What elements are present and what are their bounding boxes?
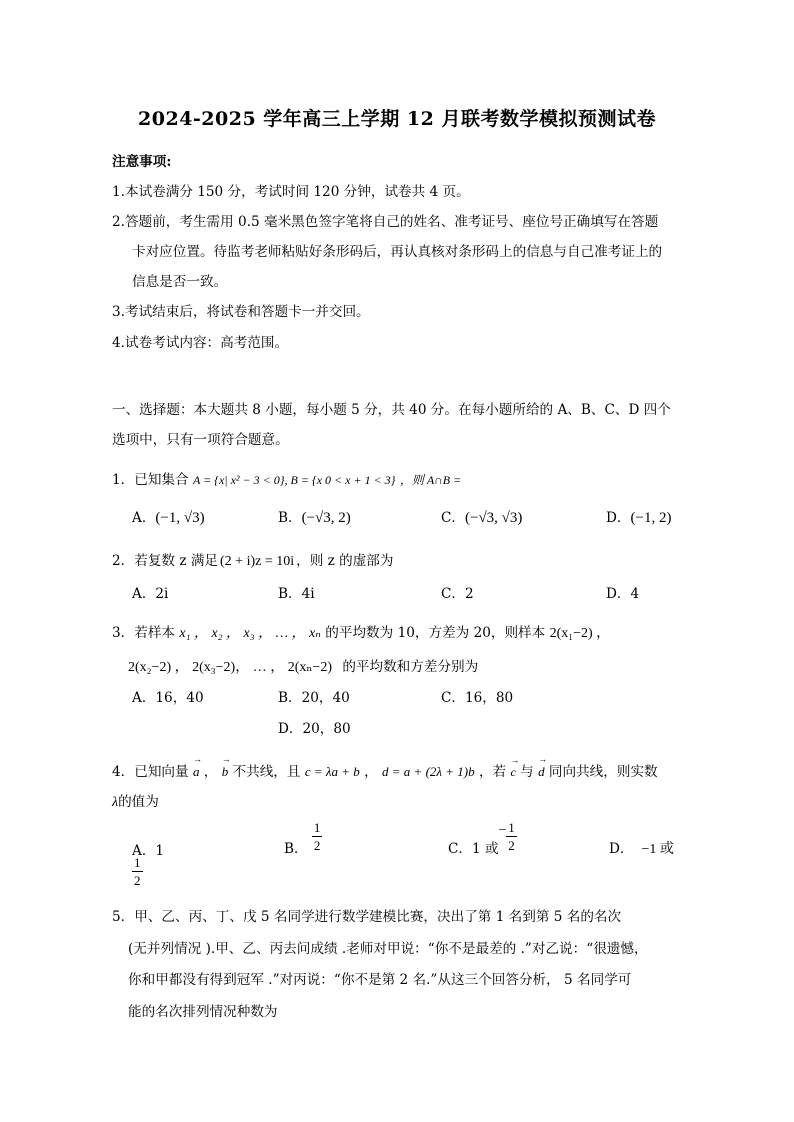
question-1-sets: A = {x| x² − 3 < 0}, B = {x 0 < x + 1 < 3} (192, 473, 396, 487)
question-3-option-a: A．16，40 (132, 690, 204, 706)
question-1-option-a: A．(−1, √3) (132, 510, 205, 526)
question-3-option-c: C．16，80 (441, 690, 514, 706)
question-1-option-c: C．(−√3, √3) (441, 510, 523, 526)
question-4-option-b: B． $\frac{1}{2}$ (284, 819, 321, 857)
question-1-option-d: D．(−1, 2) (606, 510, 672, 526)
notice-item-2: 2.答题前，考生需用 0.5 毫米黑色签字笔将自己的姓名、准考证号、座位号正确填写在答题 (112, 214, 659, 230)
notice-item-1: 1.本试卷满分 150 分，考试时间 120 分钟，试卷共 4 页。 (112, 184, 470, 200)
question-5-line-2: (无并列情况 ).甲、乙、丙去问成绩 .老师对甲说：“你不是最差的 .”对乙说：“很遗憾， (128, 941, 648, 957)
question-3-sample-expr: 2(x₁−2) ， (549, 626, 611, 641)
question-3-stem: 3．若样本 x₁ ， x₂ ， x₃ ， … ， xₙ 的平均数为 10，方差为 20，则样本 2(x₁−2) ， (112, 625, 611, 641)
question-2-option-c: C．2 (441, 586, 474, 602)
question-4-option-c: C．1 或− $\frac{1}{2}$ (448, 819, 515, 857)
notice-item-3: 3.考试结束后，将试卷和答题卡一并交回。 (112, 304, 370, 320)
section-heading: 一、选择题：本大题共 8 小题，每小题 5 分，共 40 分。在每小题所给的 A、B、C、D 四个 (112, 402, 671, 418)
question-4-option-d: D． −1 或 (609, 841, 674, 857)
question-2-equation: (2 + i)z = 10i (220, 554, 295, 569)
question-4-stem: 4．已知向量 → a ， → b 不共线，且 c = λa + b ， d = a + (2λ + 1)b ，若 → c 与 → d 同向共线，则实数 (112, 760, 658, 780)
question-1-suffix: ，则 A∩B = (399, 473, 462, 487)
question-2-stem: 2．若复数 z 满足 (2 + i)z = 10i ，则 z 的虚部为 (112, 553, 394, 569)
page-title: 2024-2025 学年高三上学期 12 月联考数学模拟预测试卷 (138, 108, 656, 130)
question-5-line-4: 能的名次排列情况种数为 (128, 1004, 278, 1020)
question-5-line-1: 5．甲、乙、丙、丁、戊 5 名同学进行数学建模比赛，决出了第 1 名到第 5 名的名次 (112, 909, 622, 925)
question-4-option-a: A．1 (132, 843, 165, 859)
question-4-stem-cont: λ的值为 (112, 794, 159, 810)
question-3-option-b: B．20，40 (278, 690, 350, 706)
notice-item-4: 4.试卷考试内容：高考范围。 (112, 335, 289, 351)
question-4-eq-d: d = a + (2λ + 1)b (382, 764, 475, 779)
question-2-option-a: A．2i (132, 586, 169, 602)
notice-item-2-cont2: 信息是否一致。 (132, 274, 228, 290)
question-5-line-3: 你和甲都没有得到冠军 .”对丙说：“你不是第 2 名.”从这三个回答分析， 5 名同学可 (128, 972, 632, 988)
section-heading-cont: 选项中，只有一项符合题意。 (112, 432, 289, 448)
question-1-prefix: 1．已知集合 (112, 472, 189, 488)
question-2-option-d: D．4 (606, 586, 640, 602)
question-4-eq-c: c = λa + b (304, 764, 360, 779)
question-4-option-d-frac: $\frac{1}{2}$ (134, 855, 141, 888)
question-1-stem (112, 468, 461, 488)
notice-heading: 注意事项: (112, 154, 172, 170)
question-3-samples: x₁ ， x₂ ， x₃ ， … ， xₙ (179, 626, 321, 641)
notice-item-2-cont: 卡对应位置。待监考老师粘贴好条形码后，再认真核对条形码上的信息与自己准考证上的 (132, 244, 663, 260)
question-3-option-d: D．20，80 (278, 721, 351, 737)
question-3-samples-2: 2(x₂−2) ， 2(x₃−2)， … ， 2(xₙ−2) (128, 660, 332, 675)
question-1-option-b: B．(−√3, 2) (278, 510, 351, 526)
question-3-stem-cont: 2(x₂−2) ， 2(x₃−2)， … ， 2(xₙ−2) 的平均数和方差分别为 (128, 659, 479, 675)
question-2-option-b: B．4i (278, 586, 315, 602)
